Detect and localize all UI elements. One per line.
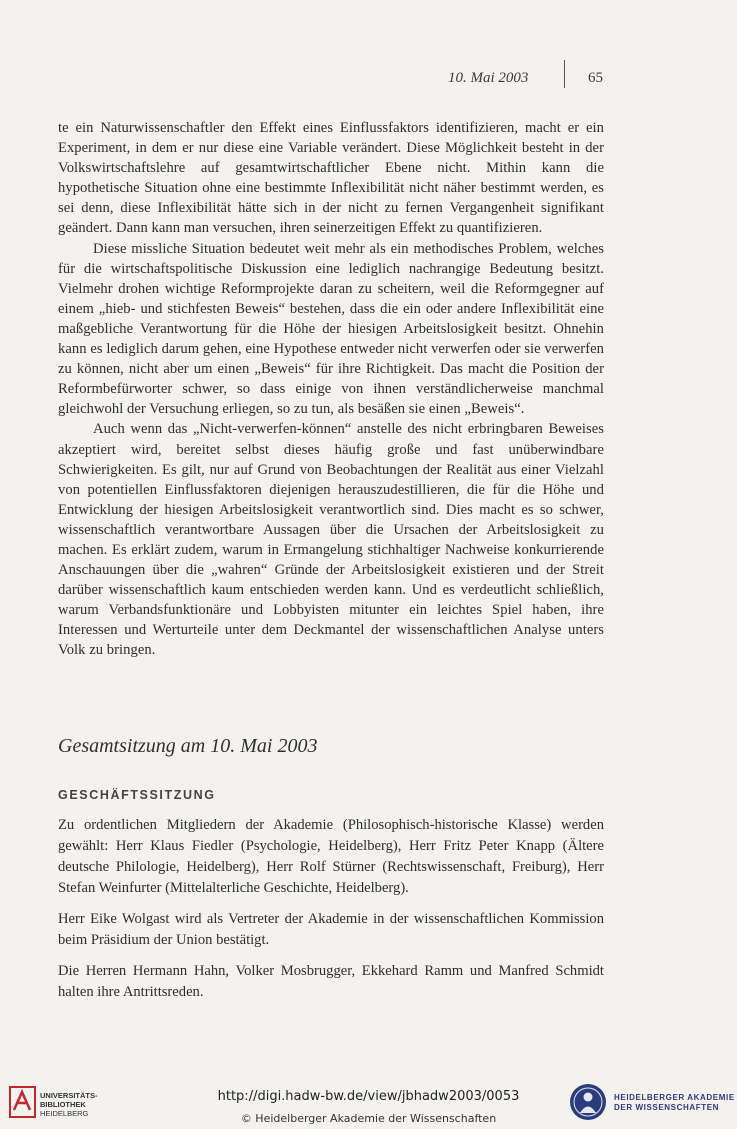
running-header-date: 10. Mai 2003 xyxy=(448,70,529,86)
ub-line: UNIVERSITÄTS- xyxy=(40,1091,98,1100)
paragraph: Diese missliche Situation bedeutet weit mehr als ein methodisches Problem, welches für die wirtschaftspolitische Diskussion eine lediglich nachrangige Bedeutung besitzt. Vielmehr drohen wichtige Reformprojekte daran zu scheitern, weil die Reformgegner auf einem „hieb- und stichfesten Beweis“ bestehen, dass die ein oder andere Inflexibilität eine maßgebliche Verantwortung für die Höhe der hiesigen Arbeitslosigkeit besitzt. Ohnehin kann es lediglich darum gehen, eine Hypothese entweder nicht verwerfen oder sie verwerfen zu können, nicht aber um einen „Beweis“ für ihre Richtigkeit. Das macht die Position der Reformbefürworter schwer, so dass einige von ihnen verständlicherweise manchmal gleichwohl der Versuchung erliegen, so zu tun, als besäßen sie einen „Beweis“. xyxy=(58,240,604,418)
session-text xyxy=(58,815,604,1013)
ub-line: BIBLIOTHEK xyxy=(40,1100,86,1109)
hadw-line: DER WISSENSCHAFTEN xyxy=(614,1103,720,1112)
main-text xyxy=(58,118,604,661)
page-number: 65 xyxy=(588,70,603,86)
paragraph: te ein Naturwissenschaftler den Effekt eines Einflussfaktors identifizieren, macht er ein Experiment, in dem er nur diese eine Variable verändert. Diese Möglichkeit besteht in der Volkswirtschaftslehre auf gesamtwirtschaftlicher Ebene nicht. Mithin kann die hypothetische Situation ohne eine bestimmte Inflexibilität nicht näher bestimmt werden, es sei denn, diese Inflexibilität hätte sich in der nicht zu fernen Vergangenheit signifikant geändert. Dann kann man versuchen, ihren seinerzeitigen Effekt zu quantifizieren. xyxy=(58,120,604,237)
paragraph: Die Herren Hermann Hahn, Volker Mosbrugger, Ekkehard Ramm und Manfred Schmidt halten ihre Antrittsreden. xyxy=(58,963,604,1000)
paragraph: Herr Eike Wolgast wird als Vertreter der Akademie in der wissenschaftlichen Kommission beim Präsidium der Union bestätigt. xyxy=(58,911,604,948)
hadw-line: HEIDELBERGER AKADEMIE xyxy=(614,1093,735,1102)
section-title: Gesamtsitzung am 10. Mai 2003 xyxy=(58,735,318,757)
ub-line: HEIDELBERG xyxy=(40,1109,89,1118)
paragraph: Auch wenn das „Nicht-verwerfen-können“ anstelle des nicht erbringbaren Beweises akzeptiert wird, bereitet selbst dieses häufig große und fast unüberwindbare Schwierigkeiten. Es gilt, nur auf Grund von Beobachtungen der Realität aus einer Vielzahl von potentiellen Einflussfaktoren diejenigen herauszudestillieren, die für die Höhe und Entwicklung der hiesigen Arbeitslosigkeit verantwortlich sind. Dies macht es so schwer, wissenschaftlich verantwortbare Aussagen über die Ursachen der Arbeitslosigkeit zu machen. Es erklärt zudem, warum in Ermangelung stichhaltiger Nachweise konkurrierende Anschauungen über die „wahren“ Gründe der Arbeitslosigkeit existieren und der Streit darüber wissenschaftlich kaum entschieden werden kann. Und es verdeutlicht schließlich, warum Verbandsfunktionäre und Lobbyisten mitunter ein leichtes Spiel haben, ihre Interessen und Werturteile unter dem Deckmantel der wissenschaftlichen Analyse unters Volk zu bringen. xyxy=(58,421,604,659)
section-subheading: GESCHÄFTSSITZUNG xyxy=(58,788,216,802)
footer-url-link[interactable]: http://digi.hadw-bw.de/view/jbhadw2003/0053 xyxy=(217,1089,520,1104)
paragraph: Zu ordentlichen Mitgliedern der Akademie (Philosophisch-historische Klasse) werden gewählt: Herr Klaus Fiedler (Psychologie, Heidelberg), Herr Fritz Peter Knapp (Ältere deutsche Philologie, Heidelberg), Herr Rolf Stürner (Rechtswissenschaft, Freiburg), Herr Stefan Weinfurter (Mittelalterliche Geschichte, Heidelberg). xyxy=(58,817,604,896)
footer-copyright: © Heidelberger Akademie der Wissenschaften xyxy=(240,1112,497,1125)
footer xyxy=(0,1076,737,1129)
running-header-rule xyxy=(564,60,565,88)
hadw-wordmark xyxy=(614,1093,735,1113)
hadw-seal-icon xyxy=(569,1083,607,1121)
